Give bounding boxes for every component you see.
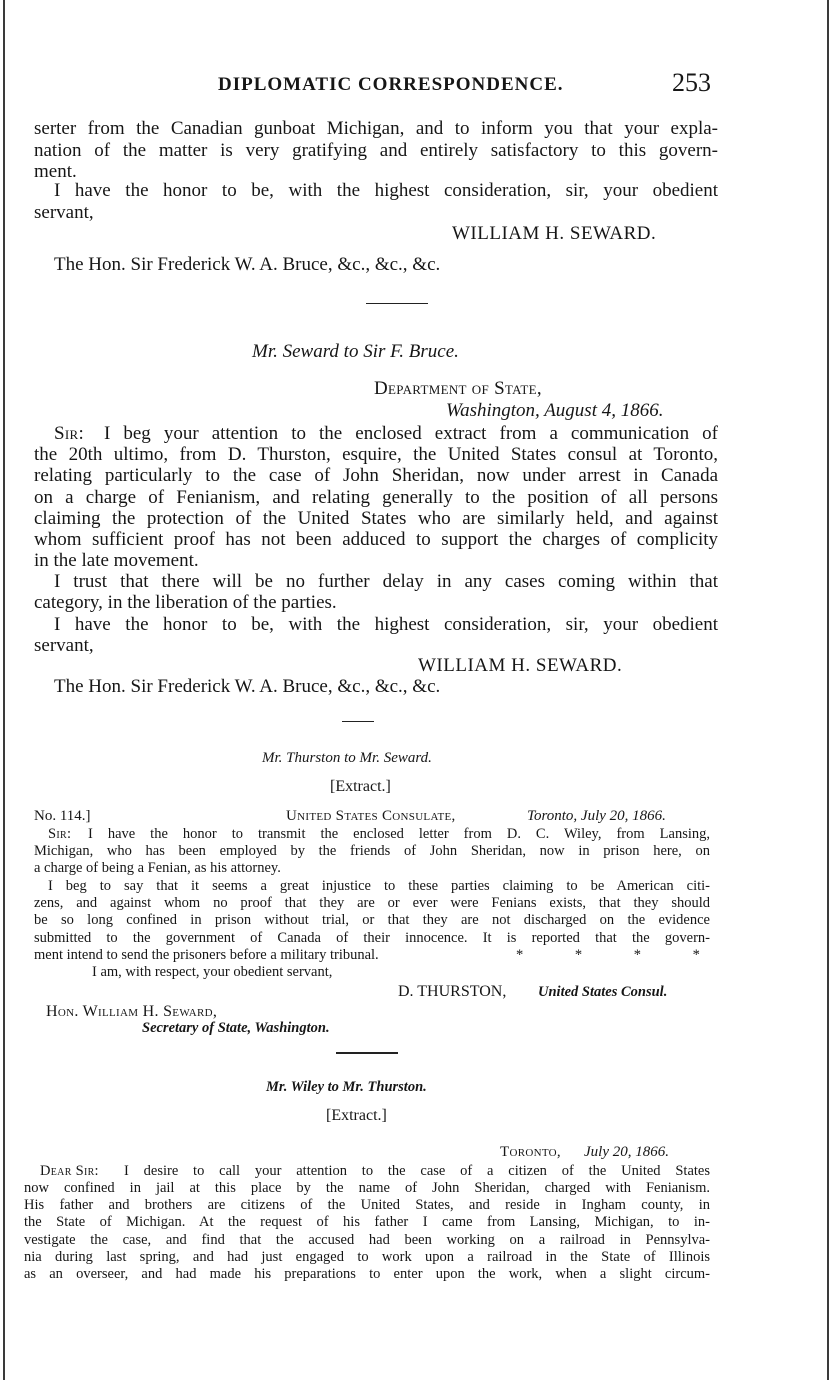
running-title: DIPLOMATIC CORRESPONDENCE.	[218, 74, 564, 95]
letter2-line-11: servant,	[34, 635, 94, 656]
letter3-addressee-title: Secretary of State, Washington.	[142, 1020, 330, 1036]
letter4-salutation: Dear Sir:	[40, 1163, 99, 1179]
letter3-line-1: I have the honor to transmit the enclosed letter from D. C. Wiley, from Lansing,	[88, 826, 710, 842]
letter3-closing: I am, with respect, your obedient servant,	[92, 964, 333, 980]
section-divider	[336, 1052, 398, 1054]
letter2-place-date: Washington, August 4, 1866.	[446, 400, 664, 421]
letter2-line-9: category, in the liberation of the parties.	[34, 592, 337, 613]
letter4-line-6: nia during last spring, and had just engaged to work upon a railroad in the State of Illinois	[24, 1249, 710, 1265]
letter1-line-3: ment.	[34, 161, 77, 182]
letter3-line-5: zens, and against whom no proof that they are or ever were Fenians exists, that they should	[34, 895, 710, 911]
letter3-line-8: ment intend to send the prisoners before a military tribunal.	[34, 947, 379, 963]
letter3-signature-title: United States Consul.	[538, 984, 668, 1000]
section-divider	[366, 303, 428, 304]
page-right-edge	[827, 0, 829, 1380]
letter3-line-2: Michigan, who has been employed by the friends of John Sheridan, now in prison here, on	[34, 843, 710, 859]
letter4-dateline-place: Toronto,	[500, 1144, 561, 1160]
letter3-dateline-consulate: United States Consulate,	[286, 808, 456, 824]
letter3-line-3: a charge of being a Fenian, as his attorney.	[34, 860, 281, 876]
letter2-addressee: The Hon. Sir Frederick W. A. Bruce, &c., &c., &c.	[54, 676, 441, 697]
letter3-extract: [Extract.]	[330, 778, 391, 795]
letter4-line-4: the State of Michigan. At the request of his father I came from Lansing, Michigan, to in-	[24, 1214, 710, 1230]
letter2-signature: WILLIAM H. SEWARD.	[418, 655, 623, 676]
letter4-line-5: vestigate the case, and find that the accused had been working on a railroad in Pennsylva-	[24, 1232, 710, 1248]
page-number: 253	[672, 68, 711, 97]
letter3-dateline-date: Toronto, July 20, 1866.	[527, 808, 666, 824]
letter4-extract: [Extract.]	[326, 1107, 387, 1124]
letter2-line-4: on a charge of Fenianism, and relating generally to the position of all persons	[34, 487, 718, 508]
letter4-heading: Mr. Wiley to Mr. Thurston.	[266, 1079, 427, 1095]
letter4-line-1: I desire to call your attention to the case of a citizen of the United States	[124, 1163, 710, 1179]
letter1-line-5: servant,	[34, 202, 94, 223]
letter3-signature: D. THURSTON,	[398, 983, 507, 1000]
section-divider	[342, 721, 374, 722]
letter4-dateline-date: July 20, 1866.	[584, 1144, 669, 1160]
letter1-addressee: The Hon. Sir Frederick W. A. Bruce, &c., &c., &c.	[54, 254, 441, 275]
letter3-line-4: I beg to say that it seems a great injustice to these parties claiming to be American citi-	[48, 878, 710, 894]
letter2-line-5: claiming the protection of the United States who are similarly held, and against	[34, 508, 718, 529]
letter4-line-2: now confined in jail at this place by the name of John Sheridan, charged with Fenianism.	[24, 1180, 710, 1196]
letter3-addressee-name: Hon. William H. Seward,	[46, 1003, 218, 1020]
letter4-line-7: as an overseer, and had made his preparations to enter upon the work, when a slight circum-	[24, 1266, 710, 1282]
letter2-line-3: relating particularly to the case of John Sheridan, now under arrest in Canada	[34, 465, 718, 486]
letter2-line-10: I have the honor to be, with the highest consideration, sir, your obedient	[54, 614, 718, 635]
letter2-line-7: in the late movement.	[34, 550, 199, 571]
letter2-line-1: I beg your attention to the enclosed extract from a communication of	[104, 423, 718, 444]
letter2-salutation: Sir:	[54, 423, 85, 444]
page-left-edge	[3, 0, 5, 1380]
letter1-line-4: I have the honor to be, with the highest consideration, sir, your obedient	[54, 180, 718, 201]
letter2-department: Department of State,	[374, 378, 542, 399]
letter4-line-3: His father and brothers are citizens of the United States, and reside in Ingham county, in	[24, 1197, 710, 1213]
letter3-line-7: submitted to the government of Canada of their innocence. It is reported that the govern-	[34, 930, 710, 946]
letter3-number: No. 114.]	[34, 808, 91, 824]
letter2-line-8: I trust that there will be no further delay in any cases coming within that	[54, 571, 718, 592]
letter1-line-2: nation of the matter is very gratifying and entirely satisfactory to this govern-	[34, 140, 718, 161]
letter1-signature: WILLIAM H. SEWARD.	[452, 223, 657, 244]
letter2-line-6: whom sufficient proof has not been adduced to support the charges of complicity	[34, 529, 718, 550]
letter3-line-6: be so long confined in prison without trial, or that they are not discharged on the evidence	[34, 912, 710, 928]
letter2-heading: Mr. Seward to Sir F. Bruce.	[252, 341, 459, 362]
letter3-heading: Mr. Thurston to Mr. Seward.	[262, 750, 432, 766]
letter1-line-1: serter from the Canadian gunboat Michigan, and to inform you that your expla-	[34, 118, 718, 139]
letter2-line-2: the 20th ultimo, from D. Thurston, esquire, the United States consul at Toronto,	[34, 444, 718, 465]
letter3-salutation: Sir:	[48, 826, 72, 842]
letter3-asterisks: * * * *	[516, 947, 700, 963]
